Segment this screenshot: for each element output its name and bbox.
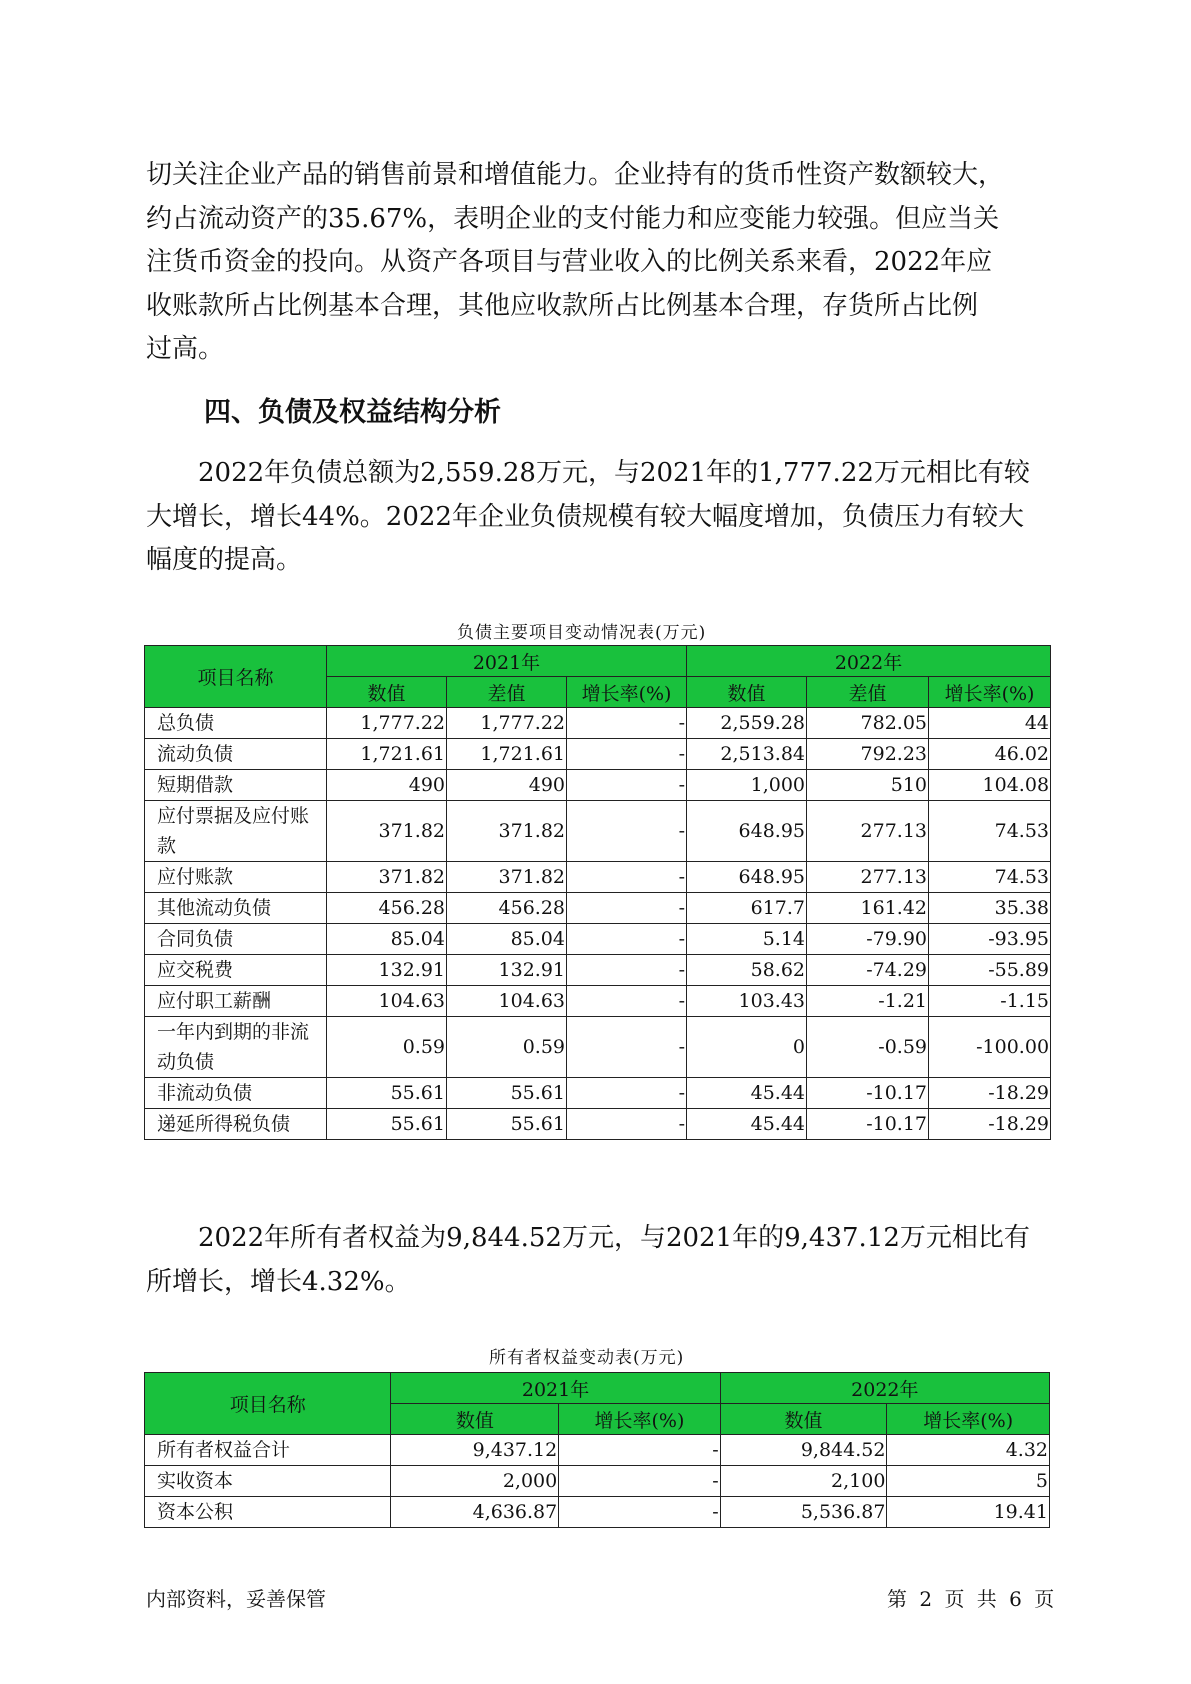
row-item-name [145,770,327,801]
row-value-cell: 104.63 [447,986,567,1017]
header-growth-rate: 增长率(%) [567,677,687,708]
row-value-cell: 371.82 [327,801,447,862]
header-value: 数值 [687,677,807,708]
row-value-cell: 490 [447,770,567,801]
row-value-cell: - [567,893,687,924]
row-item-name [145,708,327,739]
row-value-cell: - [567,986,687,1017]
row-value-cell: -10.17 [807,1078,929,1109]
row-item-name [145,1109,327,1140]
text-line: 收账款所占比例基本合理，其他应收款所占比例基本合理，存货所占比例 [146,290,979,321]
row-value-cell: 371.82 [447,862,567,893]
row-value-cell: 2,559.28 [687,708,807,739]
row-value-cell: 85.04 [447,924,567,955]
row-value-cell: - [567,739,687,770]
header-item-name: 项目名称 [145,1373,391,1435]
header-difference: 差值 [447,677,567,708]
row-value-cell: -79.90 [807,924,929,955]
paragraph-asset-analysis [146,154,1046,372]
row-item-name-line: 动负债 [157,1051,215,1073]
liabilities-table [144,645,1051,1140]
row-value-cell: 74.53 [929,801,1051,862]
row-value-cell: 44 [929,708,1051,739]
text-line: 约占流动资产的35.67%，表明企业的支付能力和应变能力较强。但应当关 [146,203,1000,234]
footer-page-number: 第 2 页 共 6 页 [887,1587,1055,1611]
text-line: 过高。 [146,334,225,364]
table-row [145,986,1051,1017]
row-value-cell: 371.82 [327,862,447,893]
header-item-name: 项目名称 [145,646,327,708]
row-value-cell: -100.00 [929,1017,1051,1078]
row-value-cell: - [559,1466,720,1497]
row-value-cell: 648.95 [687,801,807,862]
row-item-name-line: 款 [157,835,177,857]
row-item-name-line: 应付职工薪酬 [157,990,272,1012]
section-heading: 四、负债及权益结构分析 [204,397,501,428]
row-value-cell: 1,721.61 [327,739,447,770]
row-value-cell: 2,000 [391,1466,559,1497]
row-item-name-line: 一年内到期的非流 [157,1021,310,1043]
row-item-name-line: 递延所得税负债 [157,1113,291,1135]
header-year-2021: 2021年 [327,646,687,677]
paragraph-equity-summary [146,1217,1046,1304]
table-row [145,739,1051,770]
row-item-name-line: 非流动负债 [157,1082,253,1104]
row-value-cell: - [567,1017,687,1078]
row-item-name [145,955,327,986]
header-value: 数值 [327,677,447,708]
row-item-name [145,801,327,862]
footer-confidential-note: 内部资料，妥善保管 [146,1587,326,1611]
header-growth-rate: 增长率(%) [929,677,1051,708]
row-value-cell: 0.59 [447,1017,567,1078]
row-value-cell: - [567,924,687,955]
row-item-name-line: 实收资本 [157,1470,234,1492]
row-value-cell: -10.17 [807,1109,929,1140]
row-value-cell: -18.29 [929,1078,1051,1109]
table-caption-equity: 所有者权益变动表(万元) [489,1348,685,1368]
row-value-cell: -93.95 [929,924,1051,955]
row-value-cell: 617.7 [687,893,807,924]
row-item-name [145,924,327,955]
row-value-cell: - [567,955,687,986]
row-item-name-line: 其他流动负债 [157,897,272,919]
header-value: 数值 [720,1404,887,1435]
header-year-2021: 2021年 [391,1373,720,1404]
row-value-cell: 371.82 [447,801,567,862]
row-value-cell: - [567,770,687,801]
row-value-cell: 1,777.22 [327,708,447,739]
text-line: 切关注企业产品的销售前景和增值能力。企业持有的货币性资产数额较大， [146,160,1005,190]
text-line: 大增长，增长44%。2022年企业负债规模有较大幅度增加，负债压力有较大 [146,501,1024,532]
text-line: 所增长，增长4.32%。 [146,1266,411,1297]
row-value-cell: 1,777.22 [447,708,567,739]
text-line: 幅度的提高。 [146,545,303,575]
row-value-cell: - [567,1109,687,1140]
row-value-cell: 5.14 [687,924,807,955]
row-item-name [145,1466,391,1497]
row-item-name-line: 所有者权益合计 [157,1439,291,1461]
row-value-cell: 782.05 [807,708,929,739]
header-growth-rate: 增长率(%) [887,1404,1050,1435]
row-item-name-line: 合同负债 [157,928,234,950]
table-row [145,862,1051,893]
header-year-2022: 2022年 [687,646,1051,677]
row-item-name [145,1435,391,1466]
row-value-cell: 2,513.84 [687,739,807,770]
row-value-cell: 0 [687,1017,807,1078]
row-value-cell: 55.61 [327,1109,447,1140]
table-row [145,1497,1050,1528]
row-value-cell: 9,437.12 [391,1435,559,1466]
row-value-cell: 4,636.87 [391,1497,559,1528]
row-value-cell: 648.95 [687,862,807,893]
row-value-cell: 104.08 [929,770,1051,801]
row-value-cell: 4.32 [887,1435,1050,1466]
row-value-cell: -74.29 [807,955,929,986]
table-row [145,801,1051,862]
row-value-cell: 277.13 [807,862,929,893]
table-row [145,1017,1051,1078]
row-value-cell: 55.61 [327,1078,447,1109]
text-line: 注货币资金的投向。从资产各项目与营业收入的比例关系来看，2022年应 [146,247,993,277]
row-value-cell: 45.44 [687,1109,807,1140]
row-value-cell: - [567,801,687,862]
table-row [145,770,1051,801]
row-item-name [145,1497,391,1528]
row-value-cell: -1.21 [807,986,929,1017]
row-value-cell: 5 [887,1466,1050,1497]
row-item-name-line: 应付票据及应付账 [157,805,310,827]
table-row [145,1435,1050,1466]
header-value: 数值 [391,1404,559,1435]
row-value-cell: 490 [327,770,447,801]
row-value-cell: 132.91 [447,955,567,986]
header-year-2022: 2022年 [720,1373,1049,1404]
row-value-cell: - [559,1497,720,1528]
equity-table [144,1372,1050,1528]
row-value-cell: 5,536.87 [720,1497,887,1528]
text-line: 2022年所有者权益为9,844.52万元，与2021年的9,437.12万元相比有 [146,1223,1030,1253]
row-value-cell: 74.53 [929,862,1051,893]
row-value-cell: 103.43 [687,986,807,1017]
row-value-cell: 35.38 [929,893,1051,924]
table-row [145,893,1051,924]
row-item-name-line: 总负债 [157,712,215,734]
row-value-cell: 792.23 [807,739,929,770]
row-value-cell: 456.28 [327,893,447,924]
table-row [145,1109,1051,1140]
row-value-cell: -0.59 [807,1017,929,1078]
row-item-name-line: 应交税费 [157,959,234,981]
table-row [145,1078,1051,1109]
row-value-cell: 1,721.61 [447,739,567,770]
row-item-name-line: 流动负债 [157,743,234,765]
row-value-cell: 2,100 [720,1466,887,1497]
row-value-cell: 85.04 [327,924,447,955]
row-value-cell: 0.59 [327,1017,447,1078]
table-caption-liabilities: 负债主要项目变动情况表(万元) [457,623,707,643]
row-value-cell: 1,000 [687,770,807,801]
row-value-cell: - [567,708,687,739]
header-difference: 差值 [807,677,929,708]
table-row [145,955,1051,986]
row-value-cell: -1.15 [929,986,1051,1017]
row-item-name [145,1078,327,1109]
row-value-cell: -18.29 [929,1109,1051,1140]
row-item-name-line: 应付账款 [157,866,234,888]
text-line: 2022年负债总额为2,559.28万元，与2021年的1,777.22万元相比有较 [146,458,1030,488]
row-value-cell: 58.62 [687,955,807,986]
row-value-cell: 456.28 [447,893,567,924]
table-row [145,924,1051,955]
row-value-cell: - [559,1435,720,1466]
row-value-cell: 510 [807,770,929,801]
row-value-cell: -55.89 [929,955,1051,986]
row-item-name [145,986,327,1017]
row-value-cell: 132.91 [327,955,447,986]
row-item-name [145,893,327,924]
row-value-cell: 46.02 [929,739,1051,770]
row-value-cell: 161.42 [807,893,929,924]
row-item-name-line: 资本公积 [157,1501,234,1523]
paragraph-liability-summary [146,452,1046,583]
row-value-cell: 9,844.52 [720,1435,887,1466]
row-item-name [145,862,327,893]
row-item-name [145,739,327,770]
row-value-cell: - [567,1078,687,1109]
table-row [145,708,1051,739]
row-value-cell: - [567,862,687,893]
row-item-name [145,1017,327,1078]
row-item-name-line: 短期借款 [157,774,234,796]
table-row [145,1466,1050,1497]
header-growth-rate: 增长率(%) [559,1404,720,1435]
row-value-cell: 45.44 [687,1078,807,1109]
row-value-cell: 55.61 [447,1109,567,1140]
row-value-cell: 277.13 [807,801,929,862]
row-value-cell: 55.61 [447,1078,567,1109]
row-value-cell: 19.41 [887,1497,1050,1528]
row-value-cell: 104.63 [327,986,447,1017]
